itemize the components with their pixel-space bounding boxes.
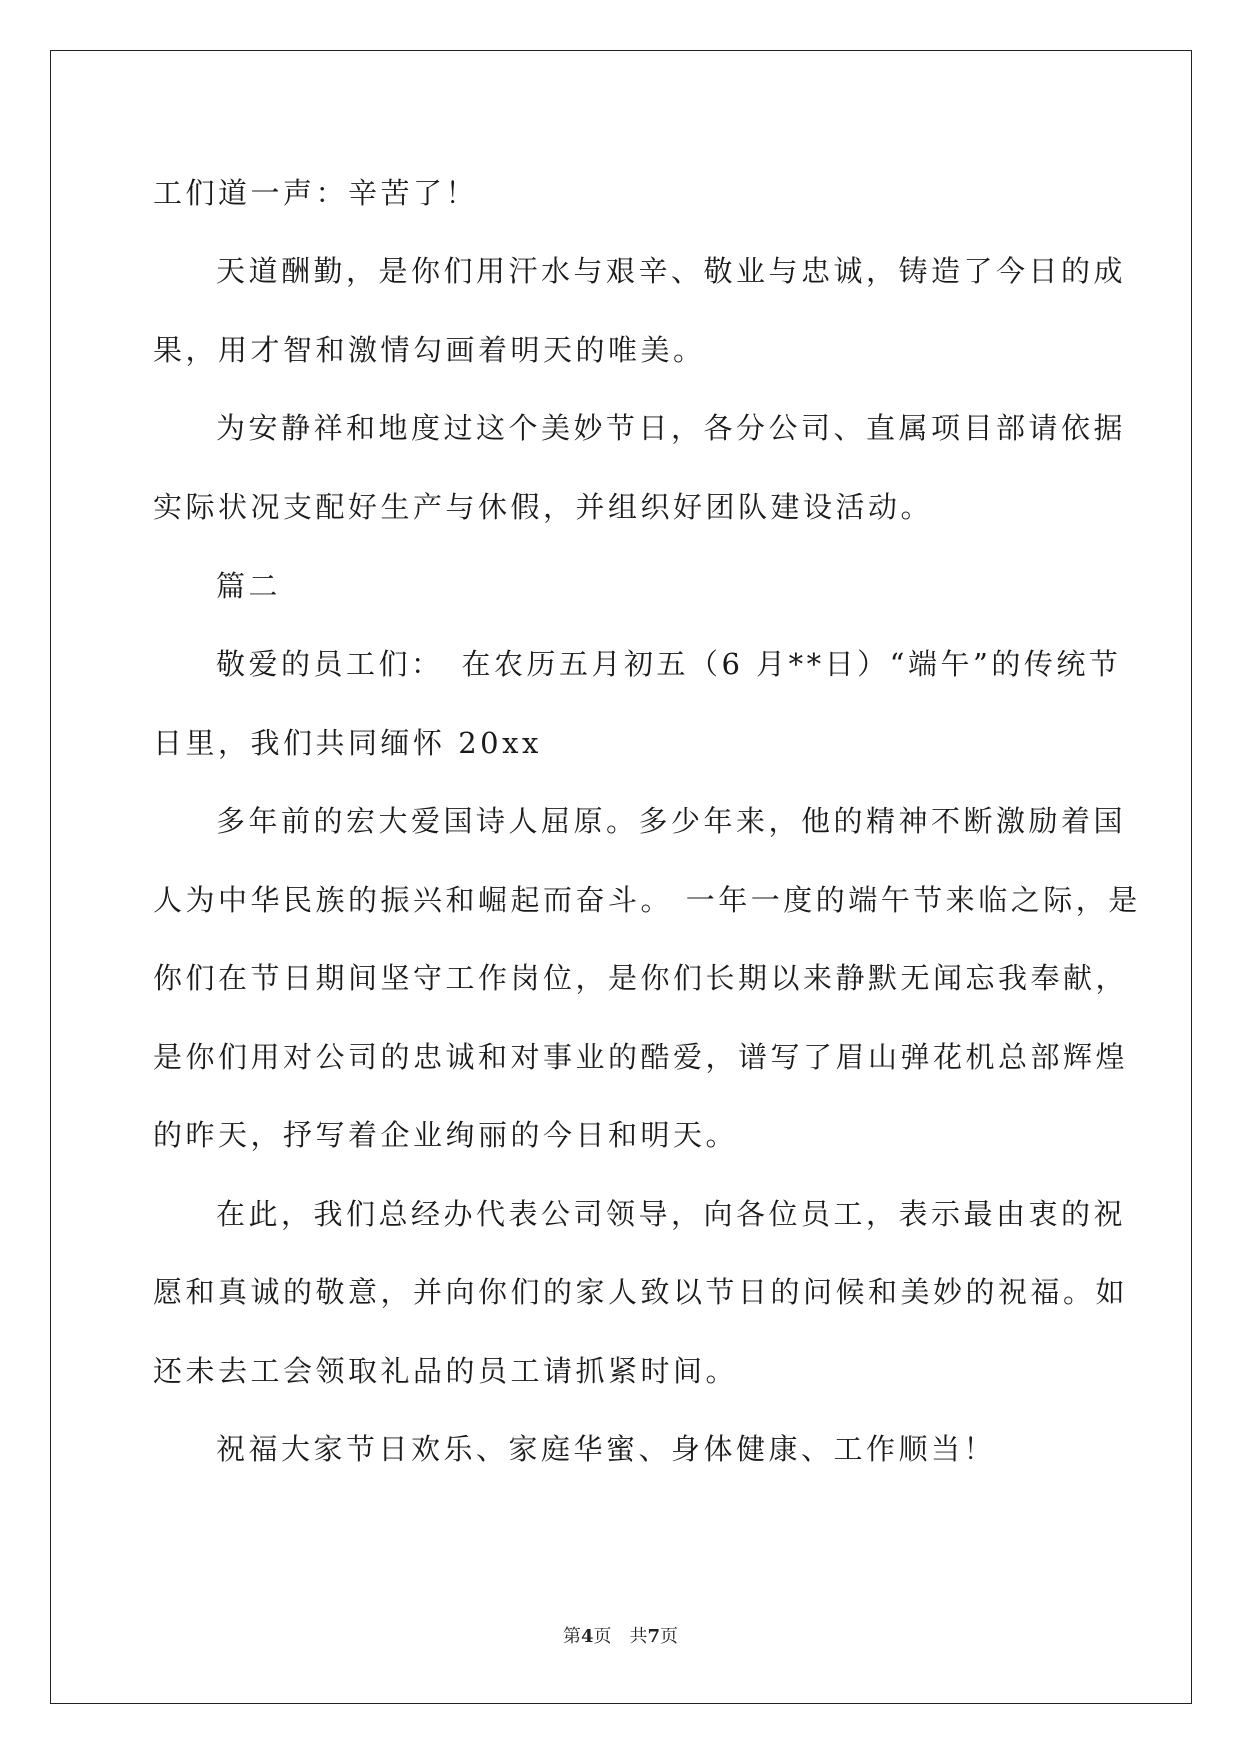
text-line: 天道酬勤，是你们用汗水与艰辛、敬业与忠诚，铸造了今日的成 [216,254,1127,288]
text-line: 还未去工会领取礼品的员工请抓紧时间。 [153,1354,739,1388]
text-line: 敬爱的员工们： 在农历五月初五（6 月**日）“端午”的传统节 [216,647,1122,681]
text-line: 你们在节日期间坚守工作岗位，是你们长期以来静默无闻忘我奉献， [153,961,1129,995]
text-line: 在此，我们总经办代表公司领导，向各位员工，表示最由衷的祝 [216,1197,1127,1231]
footer-suffix: 页 [660,1626,679,1647]
text-line: 工们道一声：辛苦了！ [153,176,479,210]
text-line: 的昨天，抒写着企业绚丽的今日和明天。 [153,1118,739,1152]
text-line: 祝福大家节日欢乐、家庭华蜜、身体健康、工作顺当！ [216,1432,997,1466]
text-line: 实际状况支配好生产与休假，并组织好团队建设活动。 [153,490,934,524]
page-footer [0,1622,1241,1648]
text-line: 日里，我们共同缅怀 20xx [153,726,542,760]
footer-middle: 页 共 [593,1626,648,1647]
total-page-number: 7 [647,1626,661,1647]
text-line: 果，用才智和激情勾画着明天的唯美。 [153,333,706,367]
text-line: 多年前的宏大爱国诗人屈原。多少年来，他的精神不断激励着国 [216,804,1127,838]
current-page-number: 4 [580,1626,594,1647]
section-heading: 篇二 [216,569,282,603]
text-line: 人为中华民族的振兴和崛起而奋斗。 一年一度的端午节来临之际，是 [153,883,1141,917]
text-line: 愿和真诚的敬意，并向你们的家人致以节日的问候和美妙的祝福。如 [153,1275,1129,1309]
text-line: 是你们用对公司的忠诚和对事业的酷爱，谱写了眉山弹花机总部辉煌 [153,1040,1129,1074]
footer-prefix: 第 [562,1626,581,1647]
text-line: 为安静祥和地度过这个美妙节日，各分公司、直属项目部请依据 [216,411,1127,445]
